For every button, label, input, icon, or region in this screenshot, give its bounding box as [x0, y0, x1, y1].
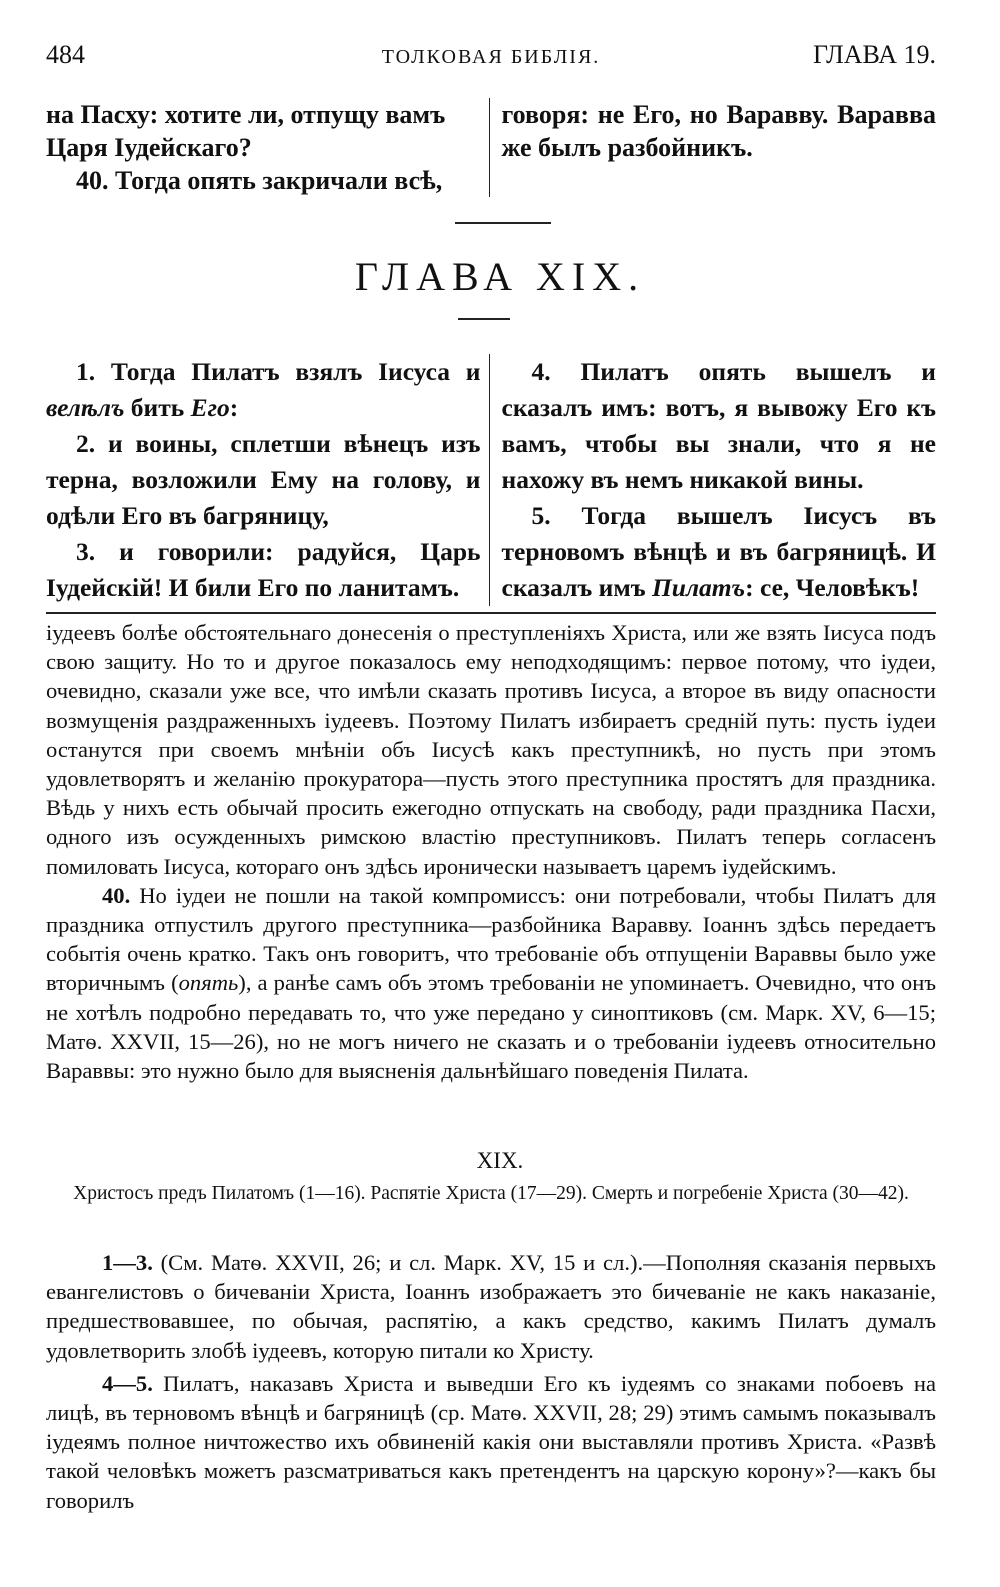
chapter-heading: ГЛАВА XIX. — [354, 254, 646, 299]
commentary-paragraph-1: іудеевъ болѣе обстоятельнаго донесенія о преступленіяхъ Христа, или же взять Іисуса подъ свою защиту. Но то и другое показалось ему неподходящимъ: первое потому, что іудеи, очевидно, сказали уже все, что имѣли сказать противъ Іисуса, а второе въ виду опасности возмущенія раздраженныхъ іудеевъ. Поэтому Пилатъ избираетъ средній путь: пусть іудеи останутся при своемъ мнѣніи объ Іисусѣ какъ преступникѣ, но пусть при этомъ удовлетворятъ и желанію прокуратора—пусть этого преступника простятъ для праздника. Вѣдь у нихъ есть обычай просить ежегодно отпускать на свободу, ради праздника Пасхи, одного изъ осужденныхъ римскою властію преступниковъ. Пилатъ теперь согласенъ помиловать Іисуса, котораго онъ здѣсь иронически называетъ царемъ іудейскимъ. — [46, 620, 936, 879]
page-number: 484 — [46, 40, 85, 69]
commentary-paragraph-40: 40. Но іудеи не пошли на такой компромиссъ: они потребовали, чтобы Пилатъ для праздника отпустилъ другого преступника—разбойника Варавву. Іоаннъ здѣсь передаетъ событія очень кратко. Такъ онъ говоритъ, что требованіе объ отпущеніи Вараввы было уже вторичнымъ (опять), а ранѣе самъ объ этомъ требованіи не упоминаетъ. Очевидно, что онъ не хотѣлъ подробно передавать то, что уже передано у синоптиковъ (см. Марк. XV, 6—15; Матѳ. XXVII, 15—26), но не могъ ничего не сказать и о требованіи іудеевъ относительно Вараввы: это нужно было для выясненія дальнѣйшаго поведенія Пилата. — [46, 882, 937, 1084]
chapter-verses-left — [46, 354, 490, 606]
verse-1: 1. Тогда Пилатъ взялъ Іисуса и велѣлъ бить Его: — [46, 357, 481, 422]
commentary-verses-4-5: 4—5. Пилатъ, наказавъ Христа и выведши Его къ іудеямъ со знаками побоевъ на лицѣ, въ терновомъ вѣнцѣ и багряницѣ (ср. Матѳ. XXVII, 28; 29) этимъ самымъ показывалъ іудеямъ полное ничтожество ихъ обвиненій какія они выставляли противъ Христа. «Развѣ такой человѣкъ можетъ разсматриваться какъ претендентъ на царскую корону»?—какъ бы говорилъ — [46, 1370, 936, 1513]
verse-4: 4. Пилатъ опять вышелъ и сказалъ имъ: вотъ, я вывожу Его къ вамъ, чтобы вы знали, что я не нахожу въ немъ никакой вины. — [501, 357, 936, 494]
verse-2: 2. и воины, сплетши вѣнецъ изъ терна, возложили Ему на голову, и одѣли Его въ багряницу, — [46, 429, 481, 530]
section-number: XIX. — [476, 1148, 524, 1173]
verse-3: 3. и говорили: радуйся, Царь Іудейскій! И били Его по ланитамъ. — [46, 537, 481, 602]
running-header — [46, 40, 936, 80]
chapter-label: ГЛАВА 19. — [813, 40, 936, 69]
book-title: ТОЛКОВАЯ БИБЛІЯ. — [381, 46, 601, 68]
verse-40: 40. Тогда опять закричали всѣ, — [76, 166, 443, 195]
top-verses — [46, 98, 936, 197]
divider-below-heading — [458, 318, 510, 320]
verse-40-continuation: говоря: не Его, но Варавву. Варавва же былъ разбойникъ. — [501, 100, 936, 162]
chapter-verses-right — [490, 354, 937, 606]
verse-39-end-line2: Царя Іудейскаго? — [46, 133, 252, 162]
commentary-chapter-19 — [46, 1248, 936, 1519]
divider-above-heading — [455, 222, 551, 224]
commentary-verses-1-3: 1—3. (См. Матѳ. XXVII, 26; и сл. Марк. XV, 15 и сл.).—Пополняя сказанія первыхъ евангелистовъ о бичеваніи Христа, Іоаннъ изображаетъ это бичеваніе не какъ наказаніе, предшествовавшее, по обычая, распятію, а какъ средство, какимъ Пилатъ думалъ удовлетворить злобѣ іудеевъ, которую питали ко Христу. — [46, 1250, 936, 1363]
top-verses-left — [46, 98, 490, 197]
divider-text-commentary — [46, 612, 936, 614]
verse-39-end-line1: на Пасху: хотите ли, отпущу вамъ — [46, 100, 446, 129]
top-verses-right — [490, 98, 937, 197]
section-summary: Христосъ предъ Пилатомъ (1—16). Распятіе Христа (17—29). Смерть и погребеніе Христа (30—42). — [73, 1183, 909, 1204]
commentary-block — [46, 618, 936, 1085]
verse-5: 5. Тогда вышелъ Іисусъ въ терновомъ вѣнцѣ и въ багряницѣ. И сказалъ имъ Пилатъ: се, Человѣкъ! — [501, 501, 936, 602]
chapter-verses — [46, 354, 936, 606]
